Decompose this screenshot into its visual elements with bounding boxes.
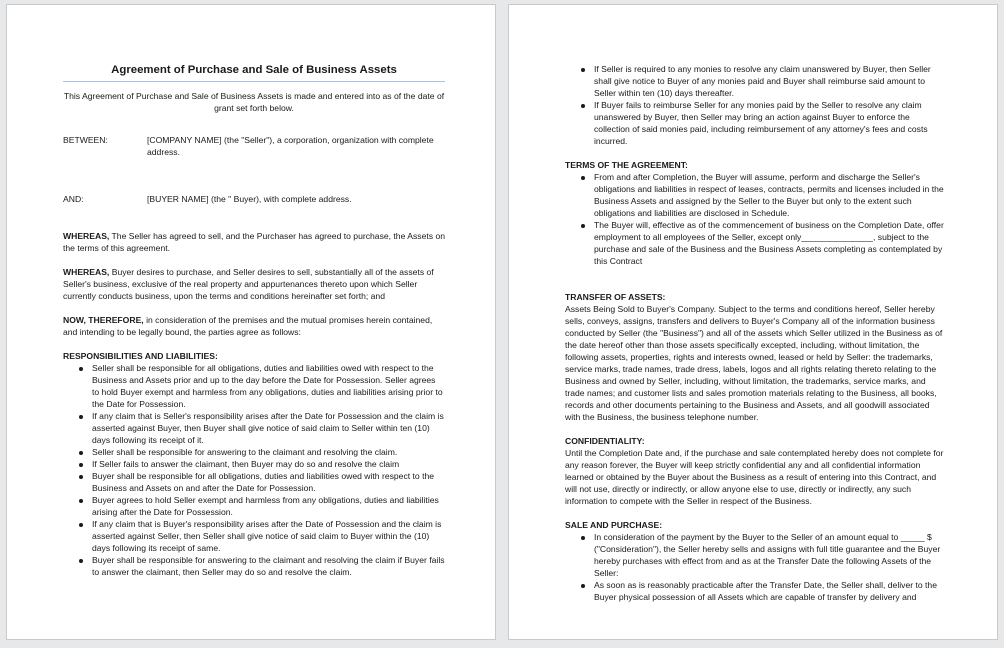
- list-item: If any claim that is Buyer's responsibility arises after the Date of Possession and the claim is asserted against Seller, then Seller shall give notice of said claim to Buyer within the (10) days following its receipt of same.: [92, 518, 445, 554]
- and-label: AND:: [63, 194, 84, 204]
- list-item: The Buyer will, effective as of the commencement of business on the Completion Date, offer employment to all employees of the Seller, except only_______________, subject to the purchase and sale of the Business and the Business Assets completing as contemplated by this Contract: [594, 220, 944, 266]
- list-item: Buyer shall be responsible for answering to the claimant and resolving the claim if Buyer fails to answer the claimant, then Seller may do so and resolve the claim.: [92, 555, 445, 577]
- list-item: If Seller fails to answer the claimant, then Buyer may do so and resolve the claim: [92, 458, 445, 470]
- page-right-content: [565, 63, 945, 603]
- transfer-heading: TRANSFER OF ASSETS:: [565, 292, 666, 302]
- list-item: From and after Completion, the Buyer will assume, perform and discharge the Seller's obligations and liabilities in respect of leases, contracts, permits and licenses included in the Business Assets and assigned by the Seller to the Buyer but only to the extent such obligations and liabilities are disclosed in Schedule.: [594, 172, 944, 218]
- transfer-paragraph: Assets Being Sold to Buyer's Company. Subject to the terms and conditions hereof, Seller hereby sells, conveys, assigns, transfers and delivers to Buyer's Company all of the information business conducted by Seller (the "Business") and all of the assets which Seller utilized in the Business as of the date hereof other than those assets specifically excepted, including, without limitation, the following assets, properties, rights and interests owned, leased or held by Seller: the trademarks, service marks, trade names, trade dress, labels, logos and all rights relating thereto relating to the Business and owned by Seller, including, without limitation, the trademarks, service marks, and trade names; and customer lists and sales promotion materials relating to the Business, all books, records and other documents pertaining to the Business and Assets, and all goodwill associated with the Business, the business telephone number.: [565, 304, 943, 422]
- list-item: As soon as is reasonably practicable after the Transfer Date, the Seller shall, deliver to the Buyer physical possession of all Assets which are capable of transfer by delivery and: [594, 579, 945, 603]
- confidentiality-heading: CONFIDENTIALITY:: [565, 436, 645, 446]
- confidentiality-paragraph: Until the Completion Date and, if the purchase and sale contemplated hereby does not complete for any reason forever, the Buyer will keep strictly confidential any and all confidential information learned or obtained by the Buyer about the Business as a result of entering into this Contract, and will not use, directly or indirectly, or allow anyone else to use, directly or indirectly, any such information to compete with the Seller in respect of the Business.: [565, 448, 944, 506]
- intro-paragraph: This Agreement of Purchase and Sale of Business Assets is made and entered into as of the date of grant set forth below.: [63, 91, 445, 113]
- now-therefore-text: in consideration of the premises and the mutual promises herein contained, and intending to be legally bound, the parties agree as follows:: [63, 315, 433, 337]
- whereas-paragraph-2: [63, 266, 445, 302]
- list-item: Buyer agrees to hold Seller exempt and harmless from any obligations, duties and liabilities arising after the Date for Possession.: [92, 494, 445, 518]
- between-party: [63, 134, 445, 158]
- list-item: If any claim that is Seller's responsibility arises after the Date for Possession and the claim is asserted against Buyer, then Buyer shall give notice of said claim to Seller within ten (10) days following its receipt of it.: [92, 411, 444, 445]
- whereas-lead-1: WHEREAS,: [63, 231, 110, 241]
- whereas-paragraph-1: [63, 230, 445, 254]
- responsibilities-heading: RESPONSIBILITIES AND LIABILITIES:: [63, 351, 218, 361]
- now-therefore-paragraph: [63, 314, 445, 338]
- list-item: Seller shall be responsible for answering to the claimant and resolving the claim.: [92, 446, 445, 458]
- page-left-content: [63, 63, 445, 578]
- whereas-text-2: Buyer desires to purchase, and Seller desires to sell, substantially all of the assets of Seller's business, exclusive of the real property and appurtenances thereto upon which Seller currently conducts business, upon the terms and conditions hereinafter set forth; and: [63, 267, 434, 301]
- document-page-right: [508, 4, 998, 640]
- and-party: [63, 193, 445, 205]
- terms-heading: TERMS OF THE AGREEMENT:: [565, 160, 688, 170]
- document-title: Agreement of Purchase and Sale of Business Assets: [63, 63, 445, 82]
- document-page-left: [6, 4, 496, 640]
- between-text: [COMPANY NAME] (the "Seller"), a corporation, organization with complete address.: [147, 135, 434, 157]
- between-label: BETWEEN:: [63, 135, 108, 145]
- list-item: Seller shall be responsible for all obligations, duties and liabilities owed with respect to the Business and Assets prior and up to the day before the Date for Possession. Seller agrees to hold Buyer exempt and harmless from any obligations, duties and liabilities arising prior to the Date for Possession.: [92, 362, 445, 410]
- whereas-text-1: The Seller has agreed to sell, and the Purchaser has agreed to purchase, the Assets on the terms of this agreement.: [63, 231, 446, 253]
- list-item: If Buyer fails to reimburse Seller for any monies paid by the Seller to resolve any claim unanswered by Buyer, then Seller may bring an action against Buyer to enforce the collection of said monies paid, including reimbursement of any attorney's fees and costs incurred.: [594, 99, 945, 147]
- responsibilities-list: [63, 362, 445, 578]
- sale-heading: SALE AND PURCHASE:: [565, 520, 663, 530]
- sale-list: [565, 531, 945, 603]
- list-item: In consideration of the payment by the Buyer to the Seller of an amount equal to _____ $ ("Consideration"), the Seller hereby sells and assigns with full title guarantee and the Buyer hereby purchases with effect from and as at the Transfer Date the following Assets of the Seller:: [594, 531, 945, 579]
- and-text: [BUYER NAME] (the " Buyer), with complete address.: [147, 194, 352, 204]
- continued-list: [565, 63, 945, 147]
- list-item: Buyer shall be responsible for all obligations, duties and liabilities owed with respect to the Business and Assets on and after the Date for Possession.: [92, 470, 445, 494]
- list-item: If Seller is required to any monies to resolve any claim unanswered by Buyer, then Seller shall give notice to Buyer of any monies paid and Buyer shall reimburse said amount to Seller within ten (10) days thereafter.: [594, 63, 945, 99]
- now-therefore-lead: NOW, THEREFORE,: [63, 315, 144, 325]
- whereas-lead-2: WHEREAS,: [63, 267, 110, 277]
- terms-list: [565, 171, 945, 267]
